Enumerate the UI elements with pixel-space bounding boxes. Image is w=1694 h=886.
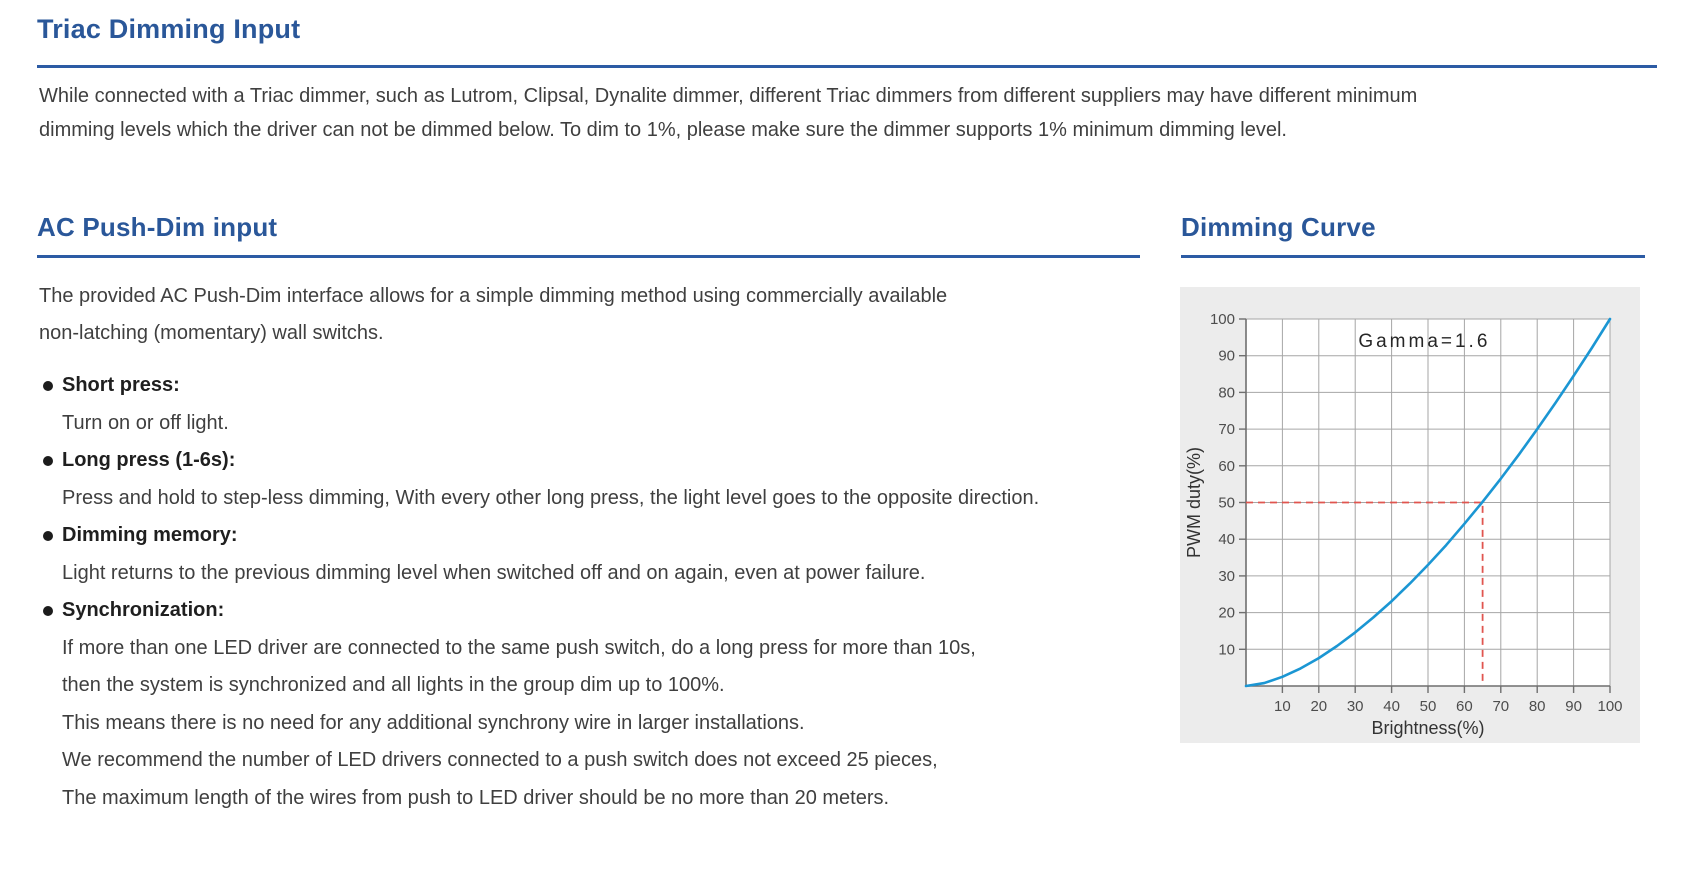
text-line: While connected with a Triac dimmer, such as Lutrom, Clipsal, Dynalite dimmer, different Triac dimmers from different suppliers may have different minimum: [39, 85, 1418, 107]
text-line: The provided AC Push-Dim interface allows for a simple dimming method using commercially available: [39, 285, 948, 307]
bullet-icon: [43, 456, 53, 466]
gamma-annotation: Gamma=1.6: [1358, 331, 1491, 353]
text-line: dimming levels which the driver can not be dimmed below. To dim to 1%, please make sure the dimmer supports 1% minimum dimming level.: [39, 118, 1287, 141]
section-title-ac-push-dim-input: AC Push-Dim input: [37, 212, 278, 242]
feature-label: Dimming memory:: [62, 524, 238, 546]
dimming-curve-chart: [1180, 287, 1640, 743]
y-tick-label: 10: [1218, 641, 1235, 659]
text-line: non-latching (momentary) wall switchs.: [39, 322, 384, 344]
feature-description-line: Press and hold to step-less dimming, With every other long press, the light level goes to the opposite direction.: [62, 486, 1040, 509]
dimming-curve-svg: [1180, 287, 1640, 743]
x-tick-label: 70: [1492, 698, 1510, 715]
feature-label: Synchronization:: [62, 599, 225, 621]
bullet-icon: [43, 606, 53, 616]
x-tick-label: 90: [1565, 698, 1582, 715]
section-divider: [37, 65, 1657, 68]
feature-description-line: The maximum length of the wires from push to LED driver should be no more than 20 meters.: [62, 786, 890, 809]
x-tick-label: 20: [1310, 698, 1328, 715]
feature-description-line: Light returns to the previous dimming level when switched off and on again, even at power failure.: [62, 561, 926, 584]
feature-description-line: We recommend the number of LED drivers connected to a push switch does not exceed 25 pieces,: [62, 749, 938, 771]
feature-description-line: then the system is synchronized and all lights in the group dim up to 100%.: [62, 674, 725, 696]
x-tick-label: 100: [1597, 698, 1623, 715]
feature-item: [37, 442, 1039, 517]
push-dim-feature-list: [37, 367, 1039, 817]
x-tick-label: 80: [1528, 698, 1546, 715]
feature-item: [37, 367, 1039, 442]
feature-description-line: This means there is no need for any additional synchrony wire in larger installations.: [62, 711, 805, 734]
x-tick-label: 50: [1419, 698, 1437, 715]
bullet-icon: [43, 381, 53, 391]
bullet-icon: [43, 531, 53, 541]
feature-description-line: Turn on or off light.: [62, 411, 229, 434]
y-tick-label: 40: [1218, 531, 1235, 549]
feature-description-line: If more than one LED driver are connected to the same push switch, do a long press for more than 10s,: [62, 636, 976, 659]
section-divider: [1181, 255, 1645, 258]
section-title-dimming-curve: Dimming Curve: [1181, 212, 1376, 242]
y-axis-title: PWM duty(%): [1184, 446, 1204, 559]
y-tick-label: 100: [1209, 311, 1235, 328]
y-tick-label: 60: [1218, 457, 1235, 475]
push-dim-paragraph: [39, 278, 947, 352]
feature-item: [37, 592, 1039, 817]
feature-item: [37, 517, 1039, 592]
x-tick-label: 10: [1274, 698, 1291, 715]
y-tick-label: 20: [1218, 604, 1235, 622]
y-tick-label: 80: [1218, 384, 1235, 402]
y-tick-label: 50: [1218, 494, 1235, 512]
feature-label: Short press:: [62, 374, 180, 396]
section-divider: [37, 255, 1140, 258]
triac-paragraph: [39, 80, 1417, 147]
x-tick-label: 40: [1383, 698, 1400, 715]
section-title-triac-dimming-input: Triac Dimming Input: [37, 14, 301, 44]
feature-label: Long press (1-6s):: [62, 449, 236, 471]
x-tick-label: 30: [1346, 698, 1364, 715]
x-axis-title: Brightness(%): [1371, 718, 1485, 738]
x-tick-label: 60: [1456, 698, 1473, 715]
y-tick-label: 90: [1218, 347, 1235, 365]
y-tick-label: 70: [1218, 421, 1235, 439]
y-tick-label: 30: [1218, 567, 1235, 585]
